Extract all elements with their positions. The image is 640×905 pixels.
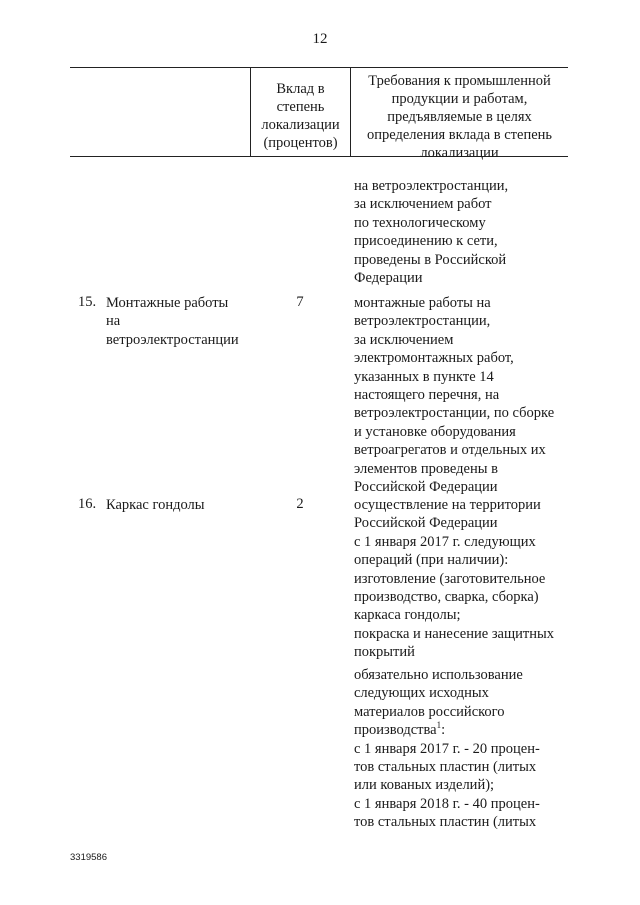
footnote-mark: 1 (436, 720, 442, 731)
row-16-contribution: 2 (296, 496, 304, 512)
header-contribution: Вклад в степень локализации (процентов) (261, 81, 340, 151)
row-15-name: Монтажные работы на ветроэлектростанции (106, 295, 239, 348)
row-16-requirement-materials: обязательно использование следующих исходных материалов российского производства$^1$: с 1 января 2017 г. - 20 процен- тов стальных пластин (литых или кованых изделий); с 1 января 2018 г. - 40 процен- тов стальных пластин (литых (354, 667, 540, 831)
table-top-rule (70, 67, 568, 68)
continuation-requirement: на ветроэлектростанции, за исключением работ по технологическому присоединению к сети, проведены в Российской Федерации (354, 178, 509, 287)
production-line: производства$^1$: (354, 720, 446, 739)
row-16-requirement: осуществление на территории Российской Федерации с 1 января 2017 г. следующих операций (при наличии): изготовление (заготовительное производство, сварка, сборка) каркаса гондолы; покраска и нанесение защитных покрытий (354, 497, 555, 661)
header-requirements: Требования к промышленной продукции и работам, предъявляемые в целях определения вклада в степень локализации (366, 73, 553, 161)
row-15-contribution: 7 (296, 294, 304, 310)
page-number: 12 (312, 31, 328, 47)
row-15-number: 15. (78, 294, 97, 310)
row-16-number: 16. (78, 496, 97, 512)
row-16-name: Каркас гондолы (106, 497, 205, 513)
document-id: 3319586 (70, 852, 107, 863)
row-15-requirement: монтажные работы на ветроэлектростанции, за исключением электромонтажных работ, указанных в пункте 14 настоящего перечня, на ветроэлектростанции, по сборке и установке оборудования ветроагрегатов и отдельных их элементов проведены в Российской Федерации (354, 295, 555, 496)
